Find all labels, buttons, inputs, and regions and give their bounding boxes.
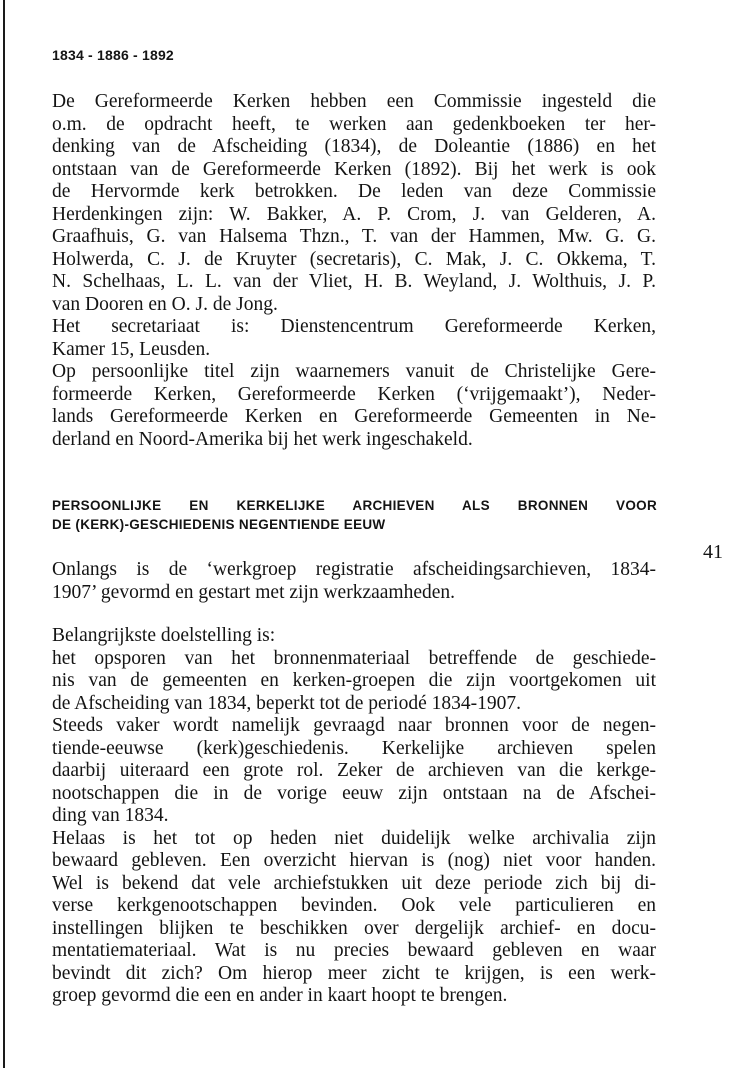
text-line: Holwerda, C. J. de Kruyter (secretaris), C. Mak, J. C. Okkema, T. (52, 248, 656, 270)
running-head: 1834 - 1886 - 1892 (52, 47, 174, 63)
text-line: Herdenkingen zijn: W. Bakker, A. P. Crom, J. van Gelderen, A. (52, 203, 656, 225)
text-line: van Dooren en O. J. de Jong. (52, 293, 278, 315)
text-line: de Afscheiding van 1834, beperkt tot de periodé 1834-1907. (52, 692, 521, 714)
text-line: verse kerkgenootschappen bevinden. Ook vele particulieren en (52, 895, 656, 916)
text-line: o.m. de opdracht heeft, te werken aan gedenkboeken ter her- (52, 113, 656, 135)
text-line: N. Schelhaas, L. L. van der Vliet, H. B. Weyland, J. Wolthuis, J. P. (52, 271, 656, 292)
text-line: 1907’ gevormd en gestart met zijn werkzaamheden. (52, 581, 456, 603)
text-line: ontstaan van de Gereformeerde Kerken (1892). Bij het werk is ook (52, 158, 656, 180)
intro-text (52, 91, 656, 451)
text-line: nootschappen die in de vorige eeuw zijn ontstaan na de Afschei- (52, 782, 656, 804)
text-line: Op persoonlijke titel zijn waarnemers vanuit de Christelijke Gere- (52, 361, 656, 382)
heading-line: DE (KERK)-GESCHIEDENIS NEGENTIENDE EEUW (52, 517, 386, 532)
text-line: Steeds vaker wordt namelijk gevraagd naar bronnen voor de negen- (52, 715, 656, 736)
text-line: Kamer 15, Leusden. (52, 338, 211, 360)
text-line: De Gereformeerde Kerken hebben een Commissie ingesteld die (52, 91, 656, 112)
text-line: nis van de gemeenten en kerken-groepen die zijn voortgekomen uit (52, 670, 656, 691)
text-line: Het secretariaat is: Dienstencentrum Gereformeerde Kerken, (52, 316, 656, 337)
heading-line: PERSOONLIJKE EN KERKELIJKE ARCHIEVEN ALS BRONNEN VOOR (52, 498, 657, 513)
text-line: de Hervormde kerk betrokken. De leden van deze Commissie (52, 181, 656, 202)
text-line: bewaard gebleven. Een overzicht hiervan is (nog) niet voor handen. (52, 850, 656, 871)
body-text (52, 625, 656, 1008)
text-line: mentatiemateriaal. Wat is nu precies bewaard gebleven en waar (52, 940, 656, 961)
text-line: Wel is bekend dat vele archiefstukken uit deze periode zich bij di- (52, 872, 656, 894)
text-line: het opsporen van het bronnenmateriaal betreffende de geschiede- (52, 647, 656, 669)
text-line: Belangrijkste doelstelling is: (52, 625, 276, 646)
text-line: ding van 1834. (52, 805, 169, 826)
left-margin-rule (3, 0, 5, 1068)
text-line: tiende-eeuwse (kerk)geschiedenis. Kerkelijke archieven spelen (52, 737, 656, 759)
text-line: Helaas is het tot op heden niet duidelijk welke archivalia zijn (52, 827, 656, 849)
text-line: groep gevormd die een en ander in kaart hoopt te brengen. (52, 985, 508, 1006)
text-line: lands Gereformeerde Kerken en Gereformeerde Gemeenten in Ne- (52, 406, 656, 427)
text-line: Graafhuis, G. van Halsema Thzn., T. van der Hammen, Mw. G. G. (52, 226, 656, 247)
text-line: formeerde Kerken, Gereformeerde Kerken (‘vrijgemaakt’), Neder- (52, 383, 656, 405)
page-number: 41 (703, 541, 723, 563)
text-line: instellingen blijken te beschikken over dergelijk archief- en docu- (52, 917, 656, 939)
text-line: denking van de Afscheiding (1834), de Doleantie (1886) en het (52, 136, 656, 157)
text-line: daarbij uiteraard een grote rol. Zeker de archieven van die kerkge- (52, 760, 656, 781)
text-line: bevindt dit zich? Om hierop meer zicht te krijgen, is een werk- (52, 962, 656, 984)
section-heading (52, 496, 657, 534)
section-intro (52, 559, 656, 604)
text-line: Onlangs is de ‘werkgroep registratie afscheidingsarchieven, 1834- (52, 559, 656, 580)
text-line: derland en Noord-Amerika bij het werk ingeschakeld. (52, 428, 473, 450)
